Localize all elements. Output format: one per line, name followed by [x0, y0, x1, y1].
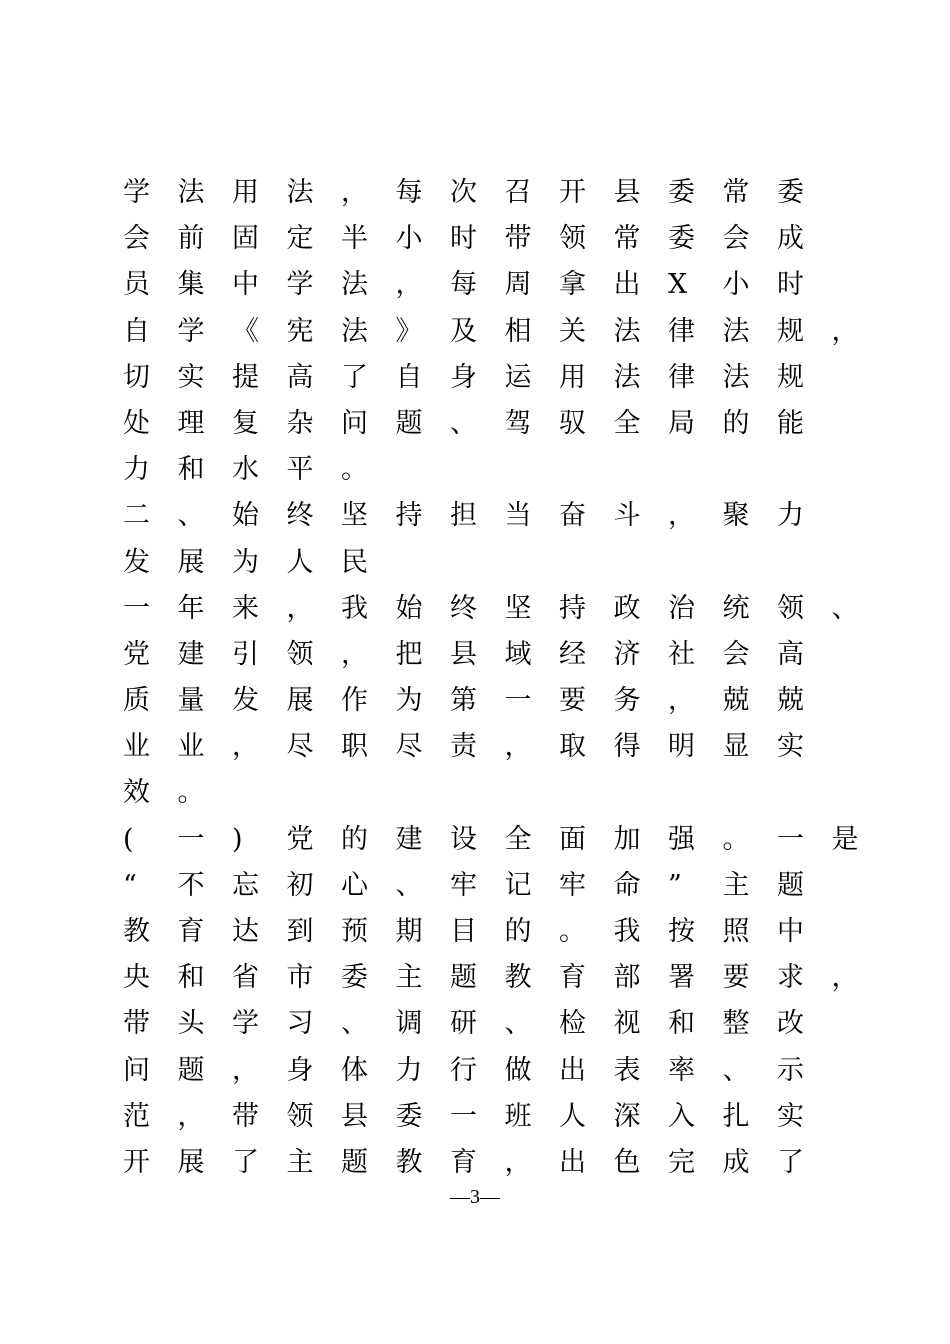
- text-line: 效 。: [123, 777, 205, 809]
- text-line: 问 题 ， 身 体 力 行 做 出 表 率 、 示: [123, 1054, 804, 1086]
- page-number: —3—: [450, 1186, 500, 1208]
- text-line: 央 和 省 市 委 主 题 教 育 部 署 要 求 ，: [123, 962, 859, 994]
- text-line: 业 业 ， 尽 职 尽 责 ， 取 得 明 显 实: [123, 731, 804, 763]
- text-line: 质 量 发 展 作 为 第 一 要 务 ， 兢 兢: [123, 685, 804, 717]
- text-line: 范 ， 带 领 县 委 一 班 人 深 入 扎 实: [123, 1100, 804, 1132]
- text-line: 员 集 中 学 法 ， 每 周 拿 出 X 小 时: [123, 269, 804, 301]
- section-heading: 发 展 为 人 民: [123, 546, 368, 578]
- text-line: 带 头 学 习 、 调 研 、 检 视 和 整 改: [123, 1008, 804, 1040]
- text-line: 会 前 固 定 半 小 时 带 领 常 委 会 成: [123, 223, 804, 255]
- text-line: ( 一 ) 党 的 建 设 全 面 加 强 。 一 是: [123, 823, 859, 855]
- text-line: 处 理 复 杂 问 题 、 驾 驭 全 局 的 能: [123, 407, 804, 439]
- text-line: 开 展 了 主 题 教 育 ， 出 色 完 成 了: [123, 1146, 804, 1178]
- text-line: 一 年 来 ， 我 始 终 坚 持 政 治 统 领 、: [123, 592, 859, 624]
- section-heading: 二 、 始 终 坚 持 担 当 奋 斗 ， 聚 力: [123, 500, 804, 532]
- text-line: 教 育 达 到 预 期 目 的 。 我 按 照 中: [123, 916, 804, 947]
- text-line: 力 和 水 平 。: [123, 454, 368, 486]
- body-text: [123, 170, 859, 1186]
- text-line: 切 实 提 高 了 自 身 运 用 法 律 法 规: [123, 361, 804, 393]
- text-line: “ 不 忘 初 心 、 牢 记 牢 命 ” 主 题: [123, 869, 804, 901]
- text-line: 自 学 《 宪 法 》 及 相 关 法 律 法 规 ，: [123, 315, 859, 347]
- text-line: 学 法 用 法 ， 每 次 召 开 县 委 常 委: [123, 177, 804, 208]
- text-line: 党 建 引 领 ， 把 县 域 经 济 社 会 高: [123, 638, 804, 670]
